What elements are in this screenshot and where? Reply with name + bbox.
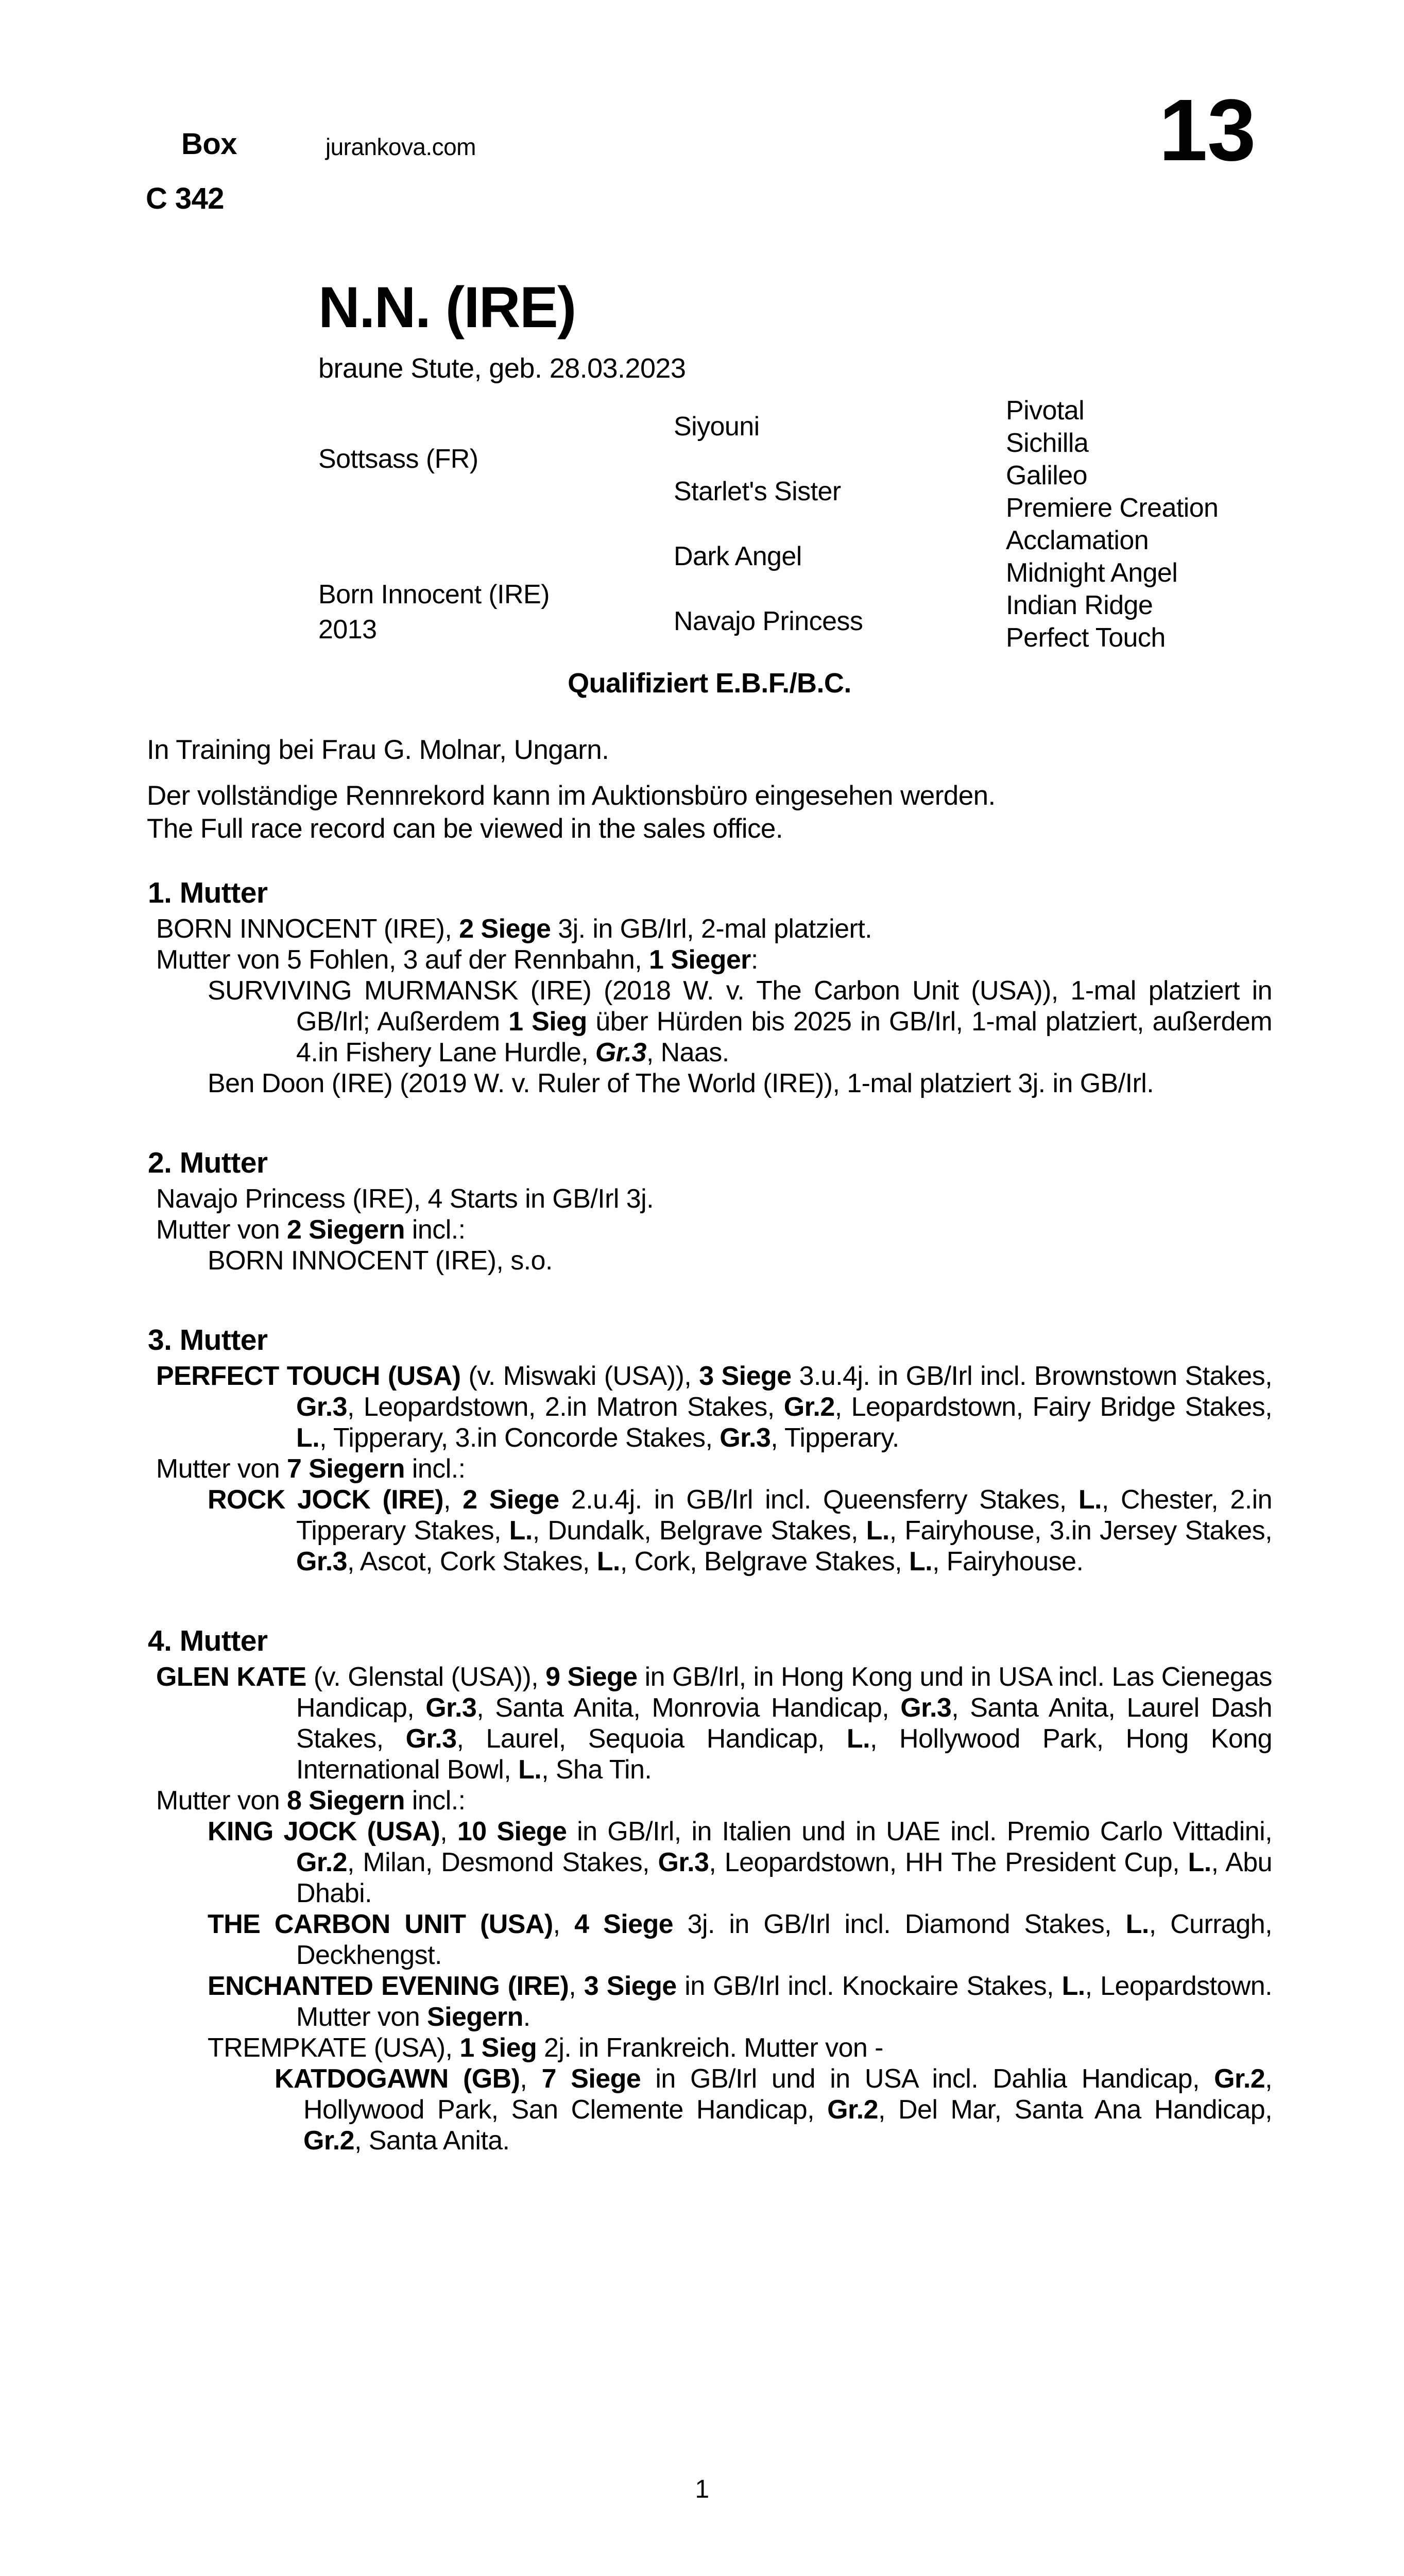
plain-text: BORN INNOCENT (IRE), s.o.: [208, 1246, 553, 1276]
website-text: jurankova.com: [326, 133, 476, 160]
pedigree-note-item: [147, 913, 1272, 944]
emphasis-text: L.: [596, 1547, 620, 1577]
pedigree-note-item: [147, 1214, 1272, 1245]
plain-text: , Leopardstown, 2.in Matron Stakes,: [347, 1392, 784, 1422]
plain-text: , Naas.: [646, 1038, 729, 1067]
race-record-note-en: The Full race record can be viewed in the sales office.: [147, 814, 783, 844]
plain-text: , Santa Anita, Laurel Dash Stakes,: [296, 1693, 1272, 1754]
pedigree-name: Sichilla: [1006, 428, 1089, 458]
pedigree-granddam: [674, 589, 1006, 654]
plain-text: , Fairyhouse.: [932, 1547, 1084, 1577]
pedigree-great-grandparent: [1006, 589, 1270, 621]
pedigree-dam-year: 2013: [318, 615, 377, 645]
plain-text: in GB/Irl und in USA incl. Dahlia Handicap,: [641, 2064, 1214, 2094]
emphasis-text: Gr.3: [296, 1547, 347, 1577]
lot-number: 13: [1159, 81, 1256, 179]
pedigree-name: Sottsass (FR): [318, 444, 478, 474]
race-record-note-de: Der vollständige Rennrekord kann im Auktionsbüro eingesehen werden.: [147, 781, 996, 811]
emphasis-text: L.: [1188, 1848, 1211, 1877]
pedigree-great-grandparent: [1006, 621, 1270, 654]
pedigree-granddam: [674, 459, 1006, 524]
qualification-line: Qualifiziert E.B.F./B.C.: [568, 668, 851, 699]
pedigree-name: Navajo Princess: [674, 606, 863, 636]
horse-name: N.N. (IRE): [318, 275, 576, 340]
pedigree-note-item: [147, 2032, 1272, 2063]
plain-text: , Abu Dhabi.: [296, 1848, 1273, 1908]
emphasis-text: Gr.2: [827, 2095, 879, 2125]
plain-text: , Santa Anita.: [354, 2126, 510, 2156]
plain-text: ,: [440, 1817, 457, 1846]
pedigree-notes-section: [147, 1325, 1272, 1577]
plain-text: Ben Doon (IRE) (2019 W. v. Ruler of The World (IRE)), 1-mal platziert 3j. in GB/Irl.: [208, 1069, 1154, 1098]
emphasis-text: 2 Siege: [459, 914, 551, 944]
emphasis-text: Gr.3: [405, 1724, 457, 1754]
pedigree-note-item: [147, 1183, 1272, 1214]
emphasis-text: 8 Siegern: [286, 1786, 405, 1816]
emphasis-text: L.: [1061, 1971, 1085, 2001]
emphasis-text: L.: [518, 1755, 542, 1785]
plain-text: (v. Miswaki (USA)),: [460, 1361, 699, 1391]
plain-text: in GB/Irl, in Italien und in UAE incl. Premio Carlo Vittadini,: [567, 1817, 1273, 1846]
emphasis-text: 7 Siegern: [286, 1454, 405, 1484]
plain-text: ,: [443, 1485, 463, 1515]
emphasis-text: ENCHANTED EVENING (IRE): [208, 1971, 569, 2001]
plain-text: , Dundalk, Belgrave Stakes,: [532, 1516, 866, 1546]
dam-line-sections: [147, 877, 1272, 2156]
emphasis-text: 4 Siege: [574, 1909, 674, 1939]
pedigree-name: Galileo: [1006, 460, 1087, 490]
box-label: Box: [181, 127, 237, 161]
pedigree-dam: [318, 524, 674, 654]
plain-text: , Tipperary.: [771, 1423, 899, 1453]
emphasis-text: Gr.3: [658, 1848, 709, 1877]
pedigree-notes-section: [147, 1147, 1272, 1276]
section-title: 3. Mutter: [148, 1324, 268, 1357]
box-number: C 342: [146, 182, 224, 215]
plain-text: incl.:: [405, 1786, 466, 1816]
plain-text: in GB/Irl incl. Knockaire Stakes,: [676, 1971, 1062, 2001]
plain-text: .: [523, 2002, 530, 2032]
plain-text: BORN INNOCENT (IRE),: [156, 914, 459, 944]
pedigree-great-grandparent: [1006, 427, 1270, 459]
pedigree-name: Midnight Angel: [1006, 557, 1178, 588]
race-record-note: [147, 779, 1311, 845]
plain-text: 3j. in GB/Irl, 2-mal platziert.: [551, 914, 872, 944]
pedigree-great-grandparent: [1006, 459, 1270, 492]
emphasis-text: KATDOGAWN (GB): [275, 2064, 520, 2094]
emphasis-text: Gr.3: [425, 1693, 477, 1723]
emphasis-text: 1 Sieg: [508, 1007, 587, 1037]
pedigree-note-item: [147, 975, 1272, 1068]
pedigree-name: Dark Angel: [674, 541, 802, 571]
pedigree-name: Pivotal: [1006, 395, 1085, 426]
plain-text: , Leopardstown. Mutter von: [296, 1971, 1272, 2032]
plain-text: , Laurel, Sequoia Handicap,: [456, 1724, 847, 1754]
plain-text: , Cork, Belgrave Stakes,: [620, 1547, 909, 1577]
plain-text: Mutter von: [156, 1786, 287, 1816]
emphasis-text: KING JOCK (USA): [208, 1817, 440, 1846]
emphasis-text: Gr.2: [296, 1848, 347, 1877]
plain-text: :: [750, 945, 758, 975]
emphasis-text: Gr.2: [783, 1392, 835, 1422]
emphasis-text: 10 Siege: [457, 1817, 567, 1846]
plain-text: ,: [520, 2064, 542, 2094]
plain-text: , Leopardstown, Fairy Bridge Stakes,: [834, 1392, 1272, 1422]
pedigree-note-item: [147, 1453, 1272, 1484]
emphasis-text: 3 Siege: [699, 1361, 792, 1391]
plain-text: , Hollywood Park, San Clemente Handicap,: [303, 2064, 1272, 2125]
emphasis-text: Gr.3: [296, 1392, 347, 1422]
plain-text: Mutter von 5 Fohlen, 3 auf der Rennbahn,: [156, 945, 649, 975]
emphasis-text: 2 Siegern: [286, 1215, 405, 1245]
pedigree-note-item: [147, 1816, 1272, 1909]
plain-text: , Fairyhouse, 3.in Jersey Stakes,: [889, 1516, 1272, 1546]
emphasis-text: 3 Siege: [584, 1971, 677, 2001]
plain-text: , Leopardstown, HH The President Cup,: [709, 1848, 1188, 1877]
emphasis-text: L.: [846, 1724, 870, 1754]
emphasis-text: GLEN KATE: [156, 1662, 306, 1692]
plain-text: (v. Glenstal (USA)),: [306, 1662, 546, 1692]
emphasis-text: Gr.2: [303, 2126, 354, 2156]
pedigree-notes-section: [147, 1625, 1272, 2156]
pedigree-note-item: [147, 1484, 1272, 1577]
emphasis-text: 1 Sieg: [459, 2033, 537, 2063]
pedigree-grandsire: [674, 524, 1006, 589]
plain-text: 3j. in GB/Irl incl. Diamond Stakes,: [673, 1909, 1126, 1939]
pedigree-table: [318, 394, 1270, 654]
plain-text: , Del Mar, Santa Ana Handicap,: [878, 2095, 1272, 2125]
emphasis-text: Siegern: [426, 2002, 523, 2032]
plain-text: , Sha Tin.: [541, 1755, 652, 1785]
plain-text: in GB/Irl, in Hong Kong und in USA incl. Las Cienegas Handicap,: [296, 1662, 1272, 1723]
pedigree-name: Siyouni: [674, 412, 760, 442]
page-number: 1: [695, 2475, 709, 2503]
plain-text: 2.u.4j. in GB/Irl incl. Queensferry Stakes,: [559, 1485, 1078, 1515]
pedigree-name: Starlet's Sister: [674, 477, 841, 506]
plain-text: Mutter von: [156, 1215, 287, 1245]
pedigree-note-item: [147, 1245, 1272, 1276]
pedigree-note-item: [147, 944, 1272, 975]
plain-text: TREMPKATE (USA),: [208, 2033, 460, 2063]
plain-text: SURVIVING MURMANSK (IRE) (2018 W. v. The Carbon Unit (USA)), 1-mal platziert in GB/Irl; Außerdem: [208, 976, 1272, 1037]
pedigree-note-item: [147, 1068, 1272, 1099]
pedigree-note-item: [147, 1909, 1272, 1971]
emphasis-text: Gr.2: [1214, 2064, 1265, 2094]
pedigree-note-item: [147, 2063, 1272, 2156]
plain-text: incl.:: [405, 1215, 466, 1245]
horse-birth-info: braune Stute, geb. 28.03.2023: [318, 353, 686, 384]
pedigree-name: Perfect Touch: [1006, 622, 1166, 653]
plain-text: , Chester, 2.in Tipperary Stakes,: [296, 1485, 1272, 1546]
pedigree-name: Premiere Creation: [1006, 493, 1219, 523]
pedigree-grandsire: [674, 394, 1006, 459]
plain-text: 3.u.4j. in GB/Irl incl. Brownstown Stakes,: [791, 1361, 1272, 1391]
emphasis-text: L.: [1125, 1909, 1149, 1939]
plain-text: incl.:: [405, 1454, 466, 1484]
emphasis-text: 2 Siege: [463, 1485, 559, 1515]
pedigree-great-grandparent: [1006, 394, 1270, 427]
emphasis-text: L.: [866, 1516, 889, 1546]
pedigree-name: Indian Ridge: [1006, 590, 1153, 620]
emphasis-text: L.: [296, 1423, 320, 1453]
plain-text: Navajo Princess (IRE), 4 Starts in GB/Irl 3j.: [156, 1184, 654, 1214]
pedigree-note-item: [147, 1361, 1272, 1453]
emphasis-text: ROCK JOCK (IRE): [208, 1485, 444, 1515]
pedigree-note-item: [147, 1785, 1272, 1816]
plain-text: , Santa Anita, Monrovia Handicap,: [476, 1693, 901, 1723]
plain-text: ,: [569, 1971, 584, 2001]
plain-text: ,: [553, 1909, 575, 1939]
emphasis-text: THE CARBON UNIT (USA): [208, 1909, 553, 1939]
emphasis-text: 7 Siege: [541, 2064, 641, 2094]
emphasis-text: 1 Sieger: [649, 945, 751, 975]
plain-text: 2j. in Frankreich. Mutter von -: [537, 2033, 883, 2063]
plain-text: , Curragh, Deckhengst.: [296, 1909, 1273, 1970]
section-title: 2. Mutter: [148, 1146, 268, 1179]
plain-text: über Hürden bis 2025 in GB/Irl, 1-mal platziert, außerdem 4.in Fishery Lane Hurdle,: [296, 1007, 1272, 1067]
emphasis-text: PERFECT TOUCH (USA): [156, 1361, 461, 1391]
pedigree-sire: [318, 394, 674, 524]
pedigree-great-grandparent: [1006, 524, 1270, 556]
emphasis-text: L.: [1078, 1485, 1102, 1515]
plain-text: , Hollywood Park, Hong Kong International Bowl,: [296, 1724, 1272, 1785]
training-note: In Training bei Frau G. Molnar, Ungarn.: [147, 735, 609, 765]
emphasis-text: Gr.3: [595, 1038, 646, 1067]
emphasis-text: L.: [909, 1547, 933, 1577]
pedigree-great-grandparent: [1006, 556, 1270, 589]
pedigree-notes-section: [147, 877, 1272, 1099]
pedigree-note-item: [147, 1971, 1272, 2032]
emphasis-text: Gr.3: [720, 1423, 771, 1453]
plain-text: , Milan, Desmond Stakes,: [347, 1848, 658, 1877]
emphasis-text: 9 Siege: [545, 1662, 638, 1692]
plain-text: , Tipperary, 3.in Concorde Stakes,: [319, 1423, 720, 1453]
section-title: 4. Mutter: [148, 1624, 268, 1657]
emphasis-text: L.: [509, 1516, 533, 1546]
plain-text: Mutter von: [156, 1454, 287, 1484]
pedigree-note-item: [147, 1662, 1272, 1785]
pedigree-name: Acclamation: [1006, 525, 1149, 555]
section-title: 1. Mutter: [148, 876, 268, 909]
pedigree-name: Born Innocent (IRE): [318, 580, 550, 609]
pedigree-great-grandparent: [1006, 492, 1270, 524]
plain-text: , Ascot, Cork Stakes,: [347, 1547, 597, 1577]
emphasis-text: Gr.3: [900, 1693, 952, 1723]
